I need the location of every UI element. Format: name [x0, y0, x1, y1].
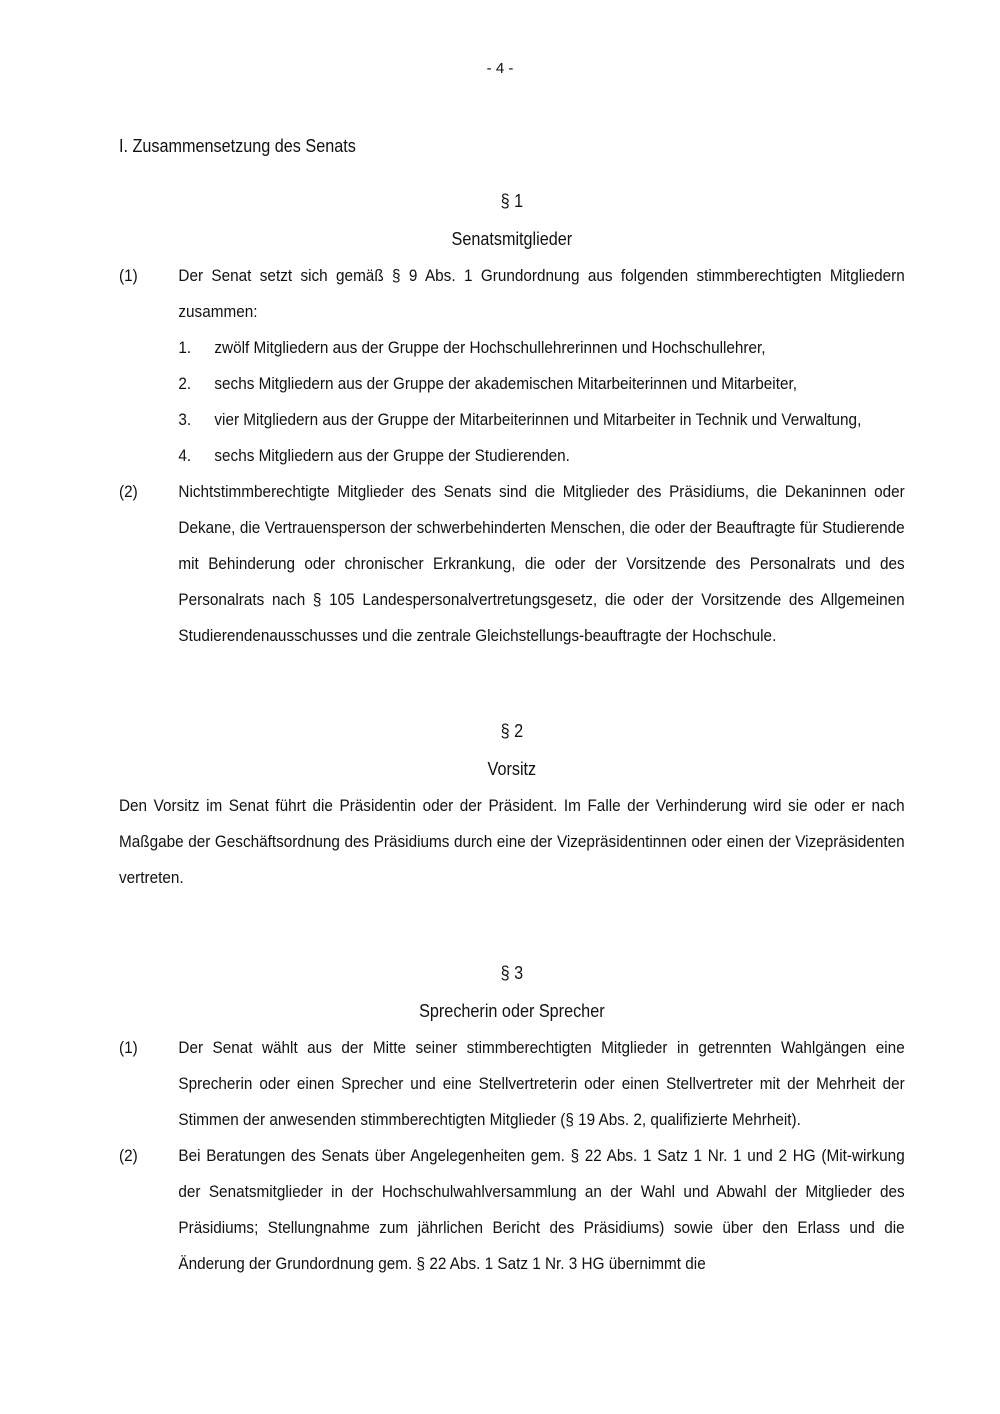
list-item [178, 438, 904, 474]
section-3-paragraph-2 [119, 1138, 905, 1282]
section-3 [119, 954, 905, 1282]
list-item-number: 4. [178, 446, 192, 465]
section-1-symbol: § 1 [500, 191, 524, 211]
list-item [178, 366, 904, 402]
section-3-title: Sprecherin oder Sprecher [419, 1001, 605, 1021]
paragraph-number: (1) [119, 1038, 138, 1057]
section-1-paragraph-1 [119, 258, 905, 474]
section-2-symbol: § 2 [500, 721, 524, 741]
section-3-symbol: § 3 [500, 963, 524, 983]
list-item [178, 402, 904, 438]
paragraph-number: (2) [119, 482, 138, 501]
section-1-title: Senatsmitglieder [451, 229, 573, 249]
section-1 [119, 182, 905, 654]
list-item-text: vier Mitgliedern aus der Gruppe der Mitarbeiterinnen und Mitarbeiter in Technik und Verwaltung, [214, 410, 862, 429]
list-item-text: sechs Mitgliedern aus der Gruppe der akademischen Mitarbeiterinnen und Mitarbeiter, [214, 374, 797, 393]
section-2 [119, 712, 905, 896]
list-item [178, 330, 904, 366]
section-1-paragraph-2 [119, 474, 905, 654]
document-body [119, 128, 905, 1282]
list-item-number: 3. [178, 410, 192, 429]
list-item-number: 1. [178, 338, 192, 357]
member-list [178, 330, 904, 474]
section-2-title: Vorsitz [487, 759, 537, 779]
section-2-text: Den Vorsitz im Senat führt die Präsidentin oder der Präsident. Im Falle der Verhinderung wird sie oder er nach Maßgabe der Geschäftsordnung des Präsidiums durch eine der Vizepräsidentinnen oder einen der Vizepräsidenten vertreten. [119, 796, 905, 887]
paragraph-text: Bei Beratungen des Senats über Angelegenheiten gem. § 22 Abs. 1 Satz 1 Nr. 1 und 2 HG (Mit-wirkung der Senatsmitglieder in der Hochschulwahlversammlung an der Wahl und Abwahl der Mitglieder des Präsidiums; Stellungnahme zum jährlichen Bericht des Präsidiums) sowie über den Erlass und die Änderung der Grundordnung gem. § 22 Abs. 1 Satz 1 Nr. 3 HG übernimmt die [178, 1146, 905, 1273]
paragraph-intro: Der Senat setzt sich gemäß § 9 Abs. 1 Grundordnung aus folgenden stimmberechtigten Mitgliedern zusammen: [178, 266, 905, 321]
paragraph-number: (1) [119, 266, 138, 285]
list-item-text: zwölf Mitgliedern aus der Gruppe der Hochschullehrerinnen und Hochschullehrer, [214, 338, 766, 357]
list-item-number: 2. [178, 374, 192, 393]
part-heading: I. Zusammensetzung des Senats [119, 136, 356, 156]
paragraph-text: Nichtstimmberechtigte Mitglieder des Senats sind die Mitglieder des Präsidiums, die Dekaninnen oder Dekane, die Vertrauensperson der schwerbehinderten Menschen, die oder der Beauftragte für Studierende mit Behinderung oder chronischer Erkrankung, die oder der Vorsitzende des Personalrats und des Personalrats nach § 105 Landespersonalvertretungsgesetz, die oder der Vorsitzende des Allgemeinen Studierendenausschusses und die zentrale Gleichstellungs-beauftragte der Hochschule. [178, 482, 905, 645]
paragraph-text: Der Senat wählt aus der Mitte seiner stimmberechtigten Mitglieder in getrennten Wahlgängen eine Sprecherin oder einen Sprecher und eine Stellvertreterin oder einen Stellvertreter mit der Mehrheit der Stimmen der anwesenden stimmberechtigten Mitglieder (§ 19 Abs. 2, qualifizierte Mehrheit). [178, 1038, 905, 1129]
page-number: - 4 - [486, 60, 514, 77]
paragraph-number: (2) [119, 1146, 138, 1165]
section-3-paragraph-1 [119, 1030, 905, 1138]
list-item-text: sechs Mitgliedern aus der Gruppe der Studierenden. [214, 446, 570, 465]
